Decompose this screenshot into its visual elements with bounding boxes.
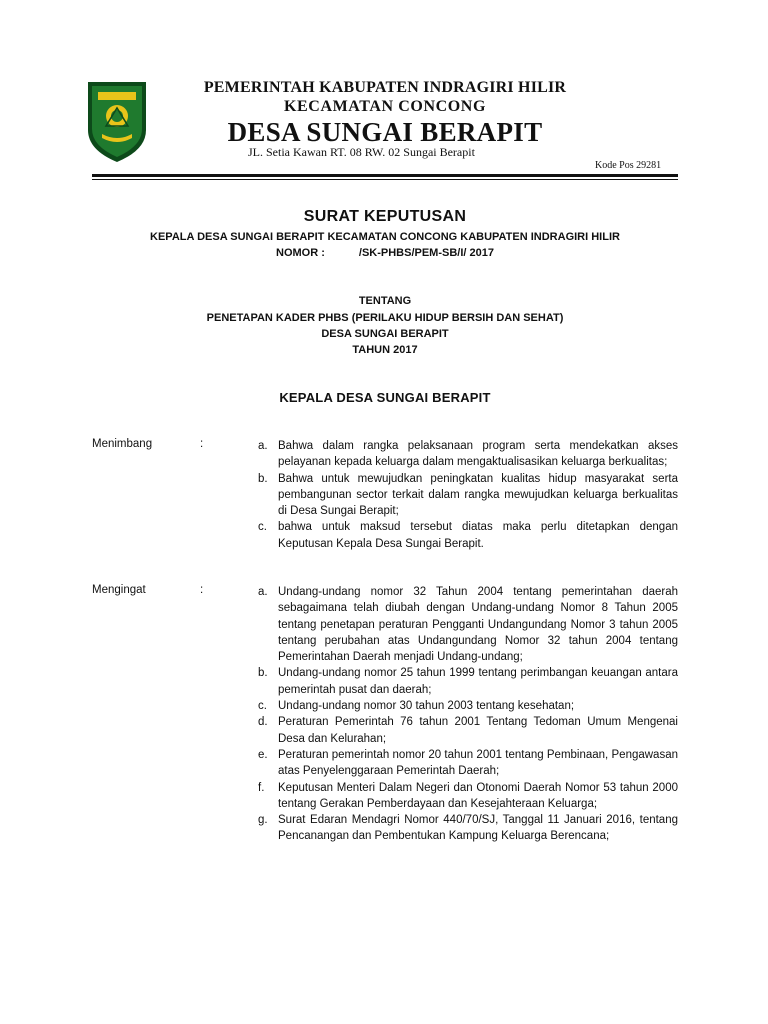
mengingat-list <box>258 584 678 845</box>
list-item <box>258 714 678 747</box>
list-item <box>258 471 678 520</box>
list-item-text: Peraturan Pemerintah 76 tahun 2001 Tentang Tedoman Umum Mengenai Desa dan Kelurahan; <box>278 716 678 745</box>
list-item-text: Keputusan Menteri Dalam Negeri dan Otonomi Daerah Nomor 53 tahun 2000 tentang Gerakan Pemberdayaan dan Kesejahteraan Keluarga; <box>278 781 678 810</box>
list-item <box>258 438 678 471</box>
list-item-text: Bahwa dalam rangka pelaksanaan program serta mendekatkan akses pelayanan kepada keluarga dalam mengaktualisasikan keluarga berkualitas; <box>278 440 678 469</box>
list-item-letter: f. <box>258 781 265 794</box>
list-item-text: Undang-undang nomor 32 Tahun 2004 tentang pemerintahan daerah sebagaimana telah diubah dengan Undang-undang Nomor 8 Tahun 2005 tentang penetapan peraturan Pengganti Undangundang Nomor 3 tahun 2005 tentang perubahan atas Undangundang Nomor 32 tahun 2004 tentang Pemerintahan Daerah menjadi Undang-undang; <box>278 586 678 664</box>
tentang-village: DESA SUNGAI BERAPIT <box>321 328 449 340</box>
list-item <box>258 665 678 698</box>
letterhead-village: DESA SUNGAI BERAPIT <box>227 117 543 147</box>
document-title: SURAT KEPUTUSAN <box>303 208 467 225</box>
document-subtitle: KEPALA DESA SUNGAI BERAPIT KECAMATAN CONCONG KABUPATEN INDRAGIRI HILIR <box>150 231 620 243</box>
list-item-text: Surat Edaran Mendagri Nomor 440/70/SJ, Tanggal 11 Januari 2016, tentang Pencanangan dan Pembentukan Kampung Keluarga Berencana; <box>278 814 678 843</box>
menimbang-colon: : <box>200 438 204 450</box>
list-item <box>258 780 678 813</box>
list-item-letter: c. <box>258 700 267 713</box>
menimbang-label: Menimbang <box>92 438 153 450</box>
letterhead-divider-thin <box>92 179 678 180</box>
letterhead-postcode: Kode Pos 29281 <box>595 160 662 171</box>
mengingat-label: Mengingat <box>92 584 146 596</box>
list-item-letter: b. <box>258 472 268 485</box>
tentang-subject: PENETAPAN KADER PHBS (PERILAKU HIDUP BERSIH DAN SEHAT) <box>206 312 564 324</box>
document-number <box>92 247 678 259</box>
list-item <box>258 812 678 845</box>
list-item-text: Undang-undang nomor 30 tahun 2003 tentang kesehatan; <box>278 700 575 713</box>
list-item-text: bahwa untuk maksud tersebut diatas maka perlu ditetapkan dengan Keputusan Kepala Desa Sungai Berapit. <box>278 521 678 550</box>
list-item-letter: g. <box>258 814 268 827</box>
letterhead-address: JL. Setia Kawan RT. 08 RW. 02 Sungai Berapit <box>248 145 475 159</box>
document-number-label: NOMOR : <box>276 247 325 259</box>
letterhead-district: KECAMATAN CONCONG <box>283 98 487 115</box>
issuer-heading: KEPALA DESA SUNGAI BERAPIT <box>279 390 491 405</box>
list-item <box>258 747 678 780</box>
list-item-letter: b. <box>258 667 268 680</box>
letterhead <box>160 78 610 147</box>
list-item-text: Peraturan pemerintah nomor 20 tahun 2001 tentang Pembinaan, Pengawasan atas Penyelenggaraan Pemerintah Daerah; <box>278 748 678 778</box>
letterhead-government: PEMERINTAH KABUPATEN INDRAGIRI HILIR <box>203 79 567 96</box>
list-item <box>258 519 678 552</box>
list-item-letter: e. <box>258 748 268 761</box>
list-item <box>258 698 678 714</box>
list-item-letter: c. <box>258 521 267 534</box>
list-item-text: Undang-undang nomor 25 tahun 1999 tentang perimbangan keuangan antara pemerintah pusat dan daerah; <box>278 667 678 696</box>
document-number-value: /SK-PHBS/PEM-SB/I/ 2017 <box>358 247 494 259</box>
mengingat-colon: : <box>200 584 204 596</box>
list-item <box>258 584 678 665</box>
letterhead-divider-thick <box>92 174 678 177</box>
list-item-letter: a. <box>258 586 268 598</box>
tentang-heading: TENTANG <box>358 295 412 307</box>
list-item-letter: a. <box>258 440 268 452</box>
list-item-letter: d. <box>258 716 268 729</box>
list-item-text: Bahwa untuk mewujudkan peningkatan kualitas hidup masyarakat serta pembangunan sector terkait dalam rangka mewujudkan keluarga berkualitas di Desa Sungai Berapit; <box>278 472 678 518</box>
tentang-year: TAHUN 2017 <box>352 344 418 356</box>
menimbang-list <box>258 438 678 552</box>
regency-crest-icon <box>84 78 150 164</box>
